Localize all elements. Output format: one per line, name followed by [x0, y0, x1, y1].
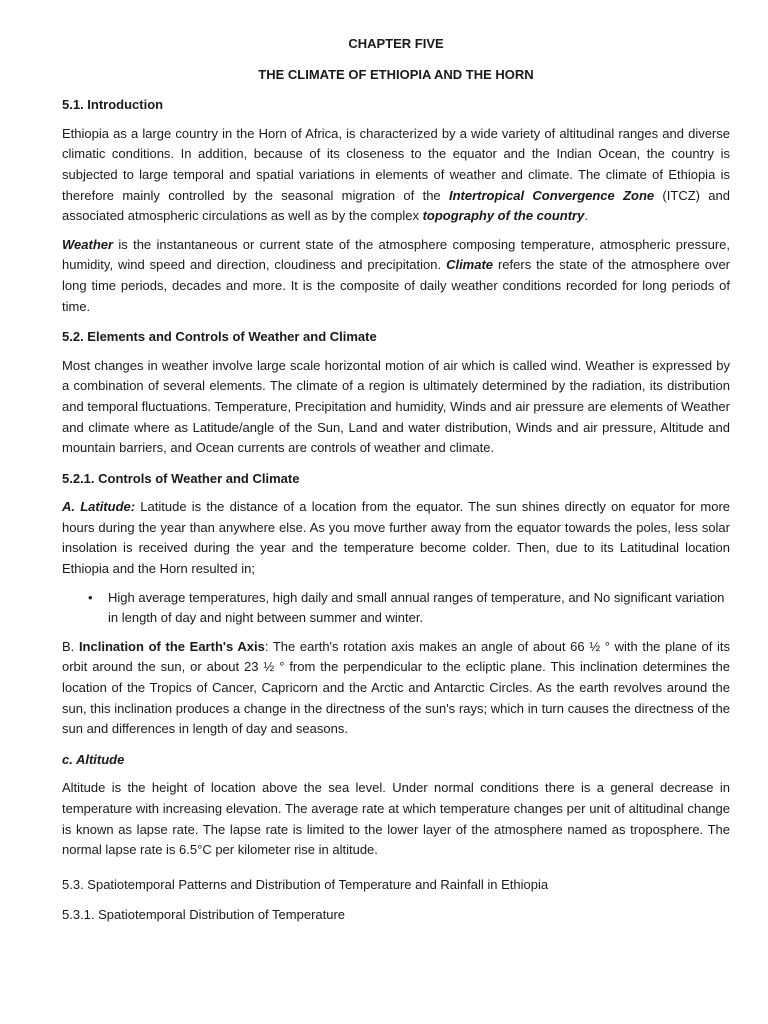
latitude-paragraph: A. Latitude: Latitude is the distance of a location from the equator. The sun shines directly on equator for more hours during the year than anywhere else. As you move further away from the equator towards the poles, less solar insolation is received during the year and the temperature become colder. Then, due to its Latitudinal location Ethiopia and the Horn resulted in; — [62, 499, 731, 577]
topography-term: topography of the country — [422, 208, 585, 224]
altitude-paragraph: Altitude is the height of location above the sea level. Under normal conditions there is a general decrease in temperature with increasing elevation. The average rate at which temperature changes per unit of altitudinal change is known as lapse rate. The lapse rate is limited to the lower layer of the atmosphere named as troposphere. The normal lapse rate is 6.5°C per kilometer rise in altitude. — [62, 780, 730, 858]
climate-term: Climate — [446, 257, 494, 273]
latitude-bullet-list — [62, 588, 730, 629]
section-5-1-heading: 5.1. Introduction — [62, 97, 164, 113]
section-5-3-heading: 5.3. Spatiotemporal Patterns and Distribution of Temperature and Rainfall in Ethiopia — [62, 876, 549, 892]
itcz-term: Intertropical Convergence Zone — [448, 187, 655, 203]
list-item: • High average temperatures, high daily and small annual ranges of temperature, and No significant variation in length of day and night between summer and winter. — [108, 588, 730, 629]
section-5-2-heading: 5.2. Elements and Controls of Weather and Climate — [62, 329, 377, 345]
axis-label: Inclination of the Earth's Axis — [78, 638, 265, 654]
section-5-3-1-heading: 5.3.1. Spatiotemporal Distribution of Temperature — [62, 907, 346, 923]
chapter-label: CHAPTER FIVE — [348, 36, 444, 51]
weather-term: Weather — [62, 236, 114, 252]
axis-paragraph: B. Inclination of the Earth's Axis: The earth's rotation axis makes an angle of about 66 ½ ° with the plane of its orbit around the sun, or about 23 ½ ° from the perpendicular to the ecliptic plane. This inclination determines the location of the Tropics of Cancer, Capricorn and the Arctic and Antarctic Circles. As the earth revolves around the sun, this inclination produces a change in the directness of the sun's rays; which in turn causes the directness of the sun and differences in length of day and seasons. — [62, 638, 731, 737]
chapter-title: THE CLIMATE OF ETHIOPIA AND THE HORN — [258, 66, 534, 82]
latitude-label: A. Latitude: — [62, 499, 136, 515]
section-5-2-1-heading: 5.2.1. Controls of Weather and Climate — [62, 470, 300, 486]
elements-paragraph: Most changes in weather involve large scale horizontal motion of air which is called wind. Weather is expressed by a combination of several elements. The climate of a region is ultimately determined by the radiation, its distribution and temporal fluctuations. Temperature, Precipitation and humidity, Winds and air pressure are elements of Weather and climate where as Latitude/angle of the Sun, Land and water distribution, Winds and air pressure, Altitude and mountain barriers, and Ocean currents are controls of weather and climate. — [62, 357, 730, 456]
weather-climate-paragraph: Weather is the instantaneous or current state of the atmosphere composing temperature, atmospheric pressure, humidity, wind speed and direction, cloudiness and precipitation. Climate refers the state of the atmosphere over long time periods, decades and more. It is the composite of daily weather conditions recorded for long periods of time. — [62, 236, 730, 314]
intro-paragraph: Ethiopia as a large country in the Horn of Africa, is characterized by a wide variety of altitudinal ranges and diverse climatic conditions. In addition, because of its closeness to the equator and the Indian Ocean, the country is subjected to large temporal and spatial variations in elements of weather and climate. The climate of Ethiopia is therefore mainly controlled by the seasonal migration of the Intertropical Convergence Zone (ITCZ) and associated atmospheric circulations as well as by the complex topography of the country. — [62, 125, 730, 224]
altitude-heading: c. Altitude — [62, 751, 125, 767]
